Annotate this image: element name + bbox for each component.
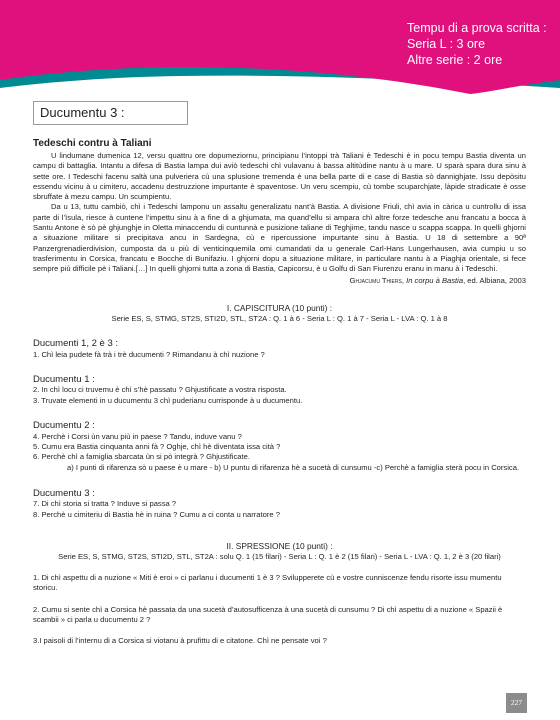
essay-question: 3.I paisoli di l’internu di a Corsica si viotanu à prufittu di e citatone. Chì ne pensate voi ? [33,636,327,646]
question-group-heading: Ducumenti 1, 2 è 3 : [33,338,119,350]
citation-work: In corpu à Bastia [406,275,464,285]
question-group [33,338,526,360]
question-group-heading: Ducumentu 3 : [33,487,95,499]
page-number-box [506,693,527,713]
exam-duration-other-series: Altre serie : 2 ore [407,53,503,67]
citation-author: Ghjacumu Thiers, [349,275,404,285]
question-group-heading: Ducumentu 1 : [33,373,95,385]
document-label-box [33,101,188,125]
essay-question: 2. Cumu si sente chì a Corsica hè passata da una sucetà d’autosufficenza à una sucetà di cunsumu ? Di chì aspettu di a nuzione « Spazii è scambii » ci parla u ducumentu 2 ? [33,604,503,625]
question: 1. Chì leia pudete fà trà i trè ducumenti ? Rimandanu à chì nuzione ? [33,349,265,359]
question: 3. Truvate elementi in u ducumentu 3 chì puderianu currisponde à u ducumentu. [33,395,303,405]
section-series-info: Serie ES, S, STMG, ST2S, STI2D, STL, ST2A : Q. 1 à 6 - Seria L : Q. 1 à 7 - Seria L - LVA : Q. 1 à 8 [111,313,448,323]
question: 6. Perchè chì a famiglia sbarcata ùn si pò integrà ? Ghjustificate. [33,452,250,462]
question: 2. In chì locu ci truvemu è chì s’hè passatu ? Ghjustificate a vostra risposta. [33,385,287,395]
article-paragraph: U lindumane dumenica 12, versu quattru ore dopumeziornu, principianu l’intoppi trà Taliani è Tedeschi è in pocu tempu Bastia diventa un campu di battaglia. Intantu a difesa di Bastia lampa dui aviò tedeschi chì vulavanu à bassa altitùdine nantu à u mare. U sparà spara dura sinu à sette ore. I Tedeschi facenu saltà una pulveriera cù una splusione tremenda è una bella parte di e case di Bastia sò dannighjate. Issu depòsitu essendu vicinu à u cimiteru, accadenu destruzzione impurtante è spaventose. Un veru scempiu, cù tombe scuparchjate, làpide stradicate è osse sbruffate à mezu campu. Un scumpientu. [33,151,526,202]
article-citation [33,276,526,286]
page-content [33,138,526,647]
citation-publisher: , ed. Albiana, 2003 [463,275,526,285]
exam-duration-line: Tempu di a prova scritta : [407,21,547,35]
document-label: Ducumentu 3 : [40,105,125,120]
question: 5. Cumu era Bastia cinquanta anni fà ? Oghje, chì hè diventata issa cità ? [33,441,281,451]
question-group [33,374,526,406]
essay-question: 1. Di chì aspettu di a nuzione « Miti è eroi » ci parlanu i ducumenti 1 è 3 ? Svilupperete cù e vostre cunniscenze fendu risorte issu mumentu storicu. [33,573,502,593]
question-hint: a) I punti di rifarenza sò u paese è u mare - b) U puntu di rifarenza hè a sucetà di cunsumu -c) Perchè a famiglia sterà pocu in Corsica. [67,463,520,473]
question: 8. Perchè u cimiteriu di Bastia hè in ruina ? Cumu a ci conta u narratore ? [33,509,280,519]
article-title: Tedeschi contru à Taliani [33,138,152,149]
question: 4. Perchè i Corsi ùn vanu più in paese ? Tandu, induve vanu ? [33,431,242,441]
page-number: 227 [510,698,523,707]
section-title-expression: II. SPRESSIONE (10 punti) : [226,540,333,551]
section-title-comprehension: I. CAPISCITURA (10 punti) : [226,302,333,313]
question-group [33,420,526,474]
question-group [33,488,526,520]
article-paragraph: Da u 13, tuttu cambiò, chì i Tedeschi lamponu un assaltu generalizatu nant’à Bastia. A divisione Friuli, chì avia in càrica u cuntrollu di issa parte di l’ìsula, riesce à cuntene l’impettu sinu à a fine di a ghjumata, ma quand’ellu si ampara chì altre forze tedesche anu francatu a bocca à Santu Antone è sò pè ghjunghje in Oletta minaccendu di cuntunnà e pusizione taliane di Teghjime, tandu nasce u scappa scappa. In quelli ghjorni a situazione militare si precipitava ancu in Sardegna, cù e ripercussione impurtante sinu à Bastia. U 18 di settembre a 90ª Panzergrenadierdivision, cumposta da u più di venticinquemila omi cumandati da u generale Carl-Hans Lungerhausen, avia cumpiu u so trasferimentu in Corsica, francatu e Bocche di Bunifaziu. I ghjorni dopu a situazione militare, in particulare nantu à a Piaghja orientale, si fece sempre più difficile pè i Taliani.[…] In quelli ghjorni tutta a zona di Bastia, Capicorsu, è u Golfu di San Fiurenzu eranu in manu à i Tedeschi. [33,202,526,274]
exam-duration-box [407,20,547,68]
question-group-heading: Ducumentu 2 : [33,420,95,432]
exam-duration-series-l: Seria L : 3 ore [407,37,486,51]
question: 7. Di chì storia si tratta ? Induve si passa ? [33,499,177,509]
section-series-info: Serie ES, S, STMG, ST2S, STI2D, STL, ST2A : solu Q. 1 (15 filari) - Seria L : Q. 1 è 2 (15 filari) - Seria L - LVA : Q. 1, 2 è 3 (20 filari) [58,551,501,561]
